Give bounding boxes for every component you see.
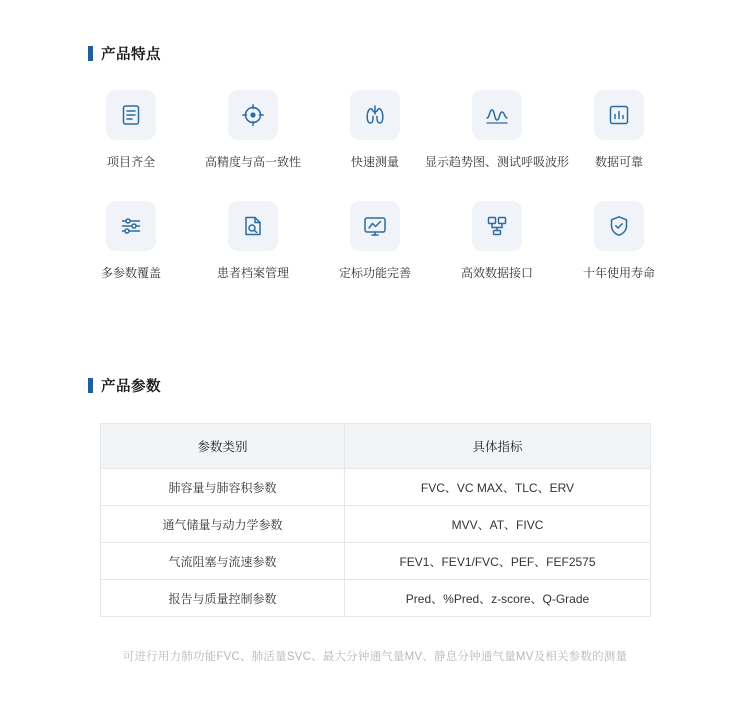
features-heading-text: 产品特点 (101, 47, 161, 63)
feature-label: 十年使用寿命 (582, 265, 655, 280)
specs-heading-text: 产品参数 (101, 379, 161, 395)
feature-item (314, 201, 436, 282)
feature-item (314, 90, 436, 171)
bar-chart-icon (594, 90, 644, 140)
table-header-cell: 参数类别 (101, 424, 345, 469)
features-row-2 (70, 201, 680, 282)
waveform-icon (472, 90, 522, 140)
monitor-chart-icon (350, 201, 400, 251)
feature-item (192, 201, 314, 282)
feature-item (425, 90, 570, 171)
heading-accent-bar (88, 378, 93, 393)
features-section-heading (88, 43, 161, 64)
table-cell-value: FVC、VC MAX、TLC、ERV (345, 469, 651, 506)
data-transfer-icon (472, 201, 522, 251)
table-cell-category: 肺容量与肺容积参数 (101, 469, 345, 506)
document-list-icon (106, 90, 156, 140)
feature-item (70, 90, 192, 171)
lungs-icon (350, 90, 400, 140)
table-cell-value: Pred、%Pred、z-score、Q-Grade (345, 580, 651, 617)
feature-label: 项目齐全 (106, 155, 155, 169)
features-grid (70, 90, 680, 282)
feature-item (192, 90, 314, 171)
feature-label: 定标功能完善 (338, 265, 411, 280)
table-cell-category: 气流阻塞与流速参数 (101, 543, 345, 580)
table-row (101, 469, 651, 506)
feature-item (70, 201, 192, 282)
feature-item (558, 201, 680, 282)
table-cell-category: 报告与质量控制参数 (101, 580, 345, 617)
feature-label: 患者档案管理 (216, 265, 289, 280)
features-row-1 (70, 90, 680, 171)
table-header-row (101, 424, 651, 469)
table-row (101, 543, 651, 580)
feature-item (436, 201, 558, 282)
feature-label: 多参数覆盖 (100, 265, 161, 280)
table-header-cell: 具体指标 (345, 424, 651, 469)
feature-label: 高效数据接口 (460, 265, 533, 280)
sliders-icon (106, 201, 156, 251)
target-precision-icon (228, 90, 278, 140)
specs-footnote: 可进行用力肺功能FVC、肺活量SVC、最大分钟通气量MV、静息分钟通气量MV及相关参数的测量 (122, 651, 628, 663)
heading-accent-bar (88, 46, 93, 61)
table-row (101, 506, 651, 543)
table-row (101, 580, 651, 617)
table-cell-value: MVV、AT、FIVC (345, 506, 651, 543)
feature-label: 快速测量 (350, 155, 399, 169)
feature-label: 高精度与高一致性 (204, 155, 301, 169)
table-cell-value: FEV1、FEV1/FVC、PEF、FEF2575 (345, 543, 651, 580)
feature-label: 显示趋势图、测试呼吸波形 (425, 155, 570, 169)
shield-check-icon (594, 201, 644, 251)
feature-item (558, 90, 680, 171)
specs-section-heading (88, 375, 161, 396)
file-search-icon (228, 201, 278, 251)
feature-label: 数据可靠 (594, 155, 643, 169)
specs-table (100, 423, 651, 617)
table-cell-category: 通气储量与动力学参数 (101, 506, 345, 543)
